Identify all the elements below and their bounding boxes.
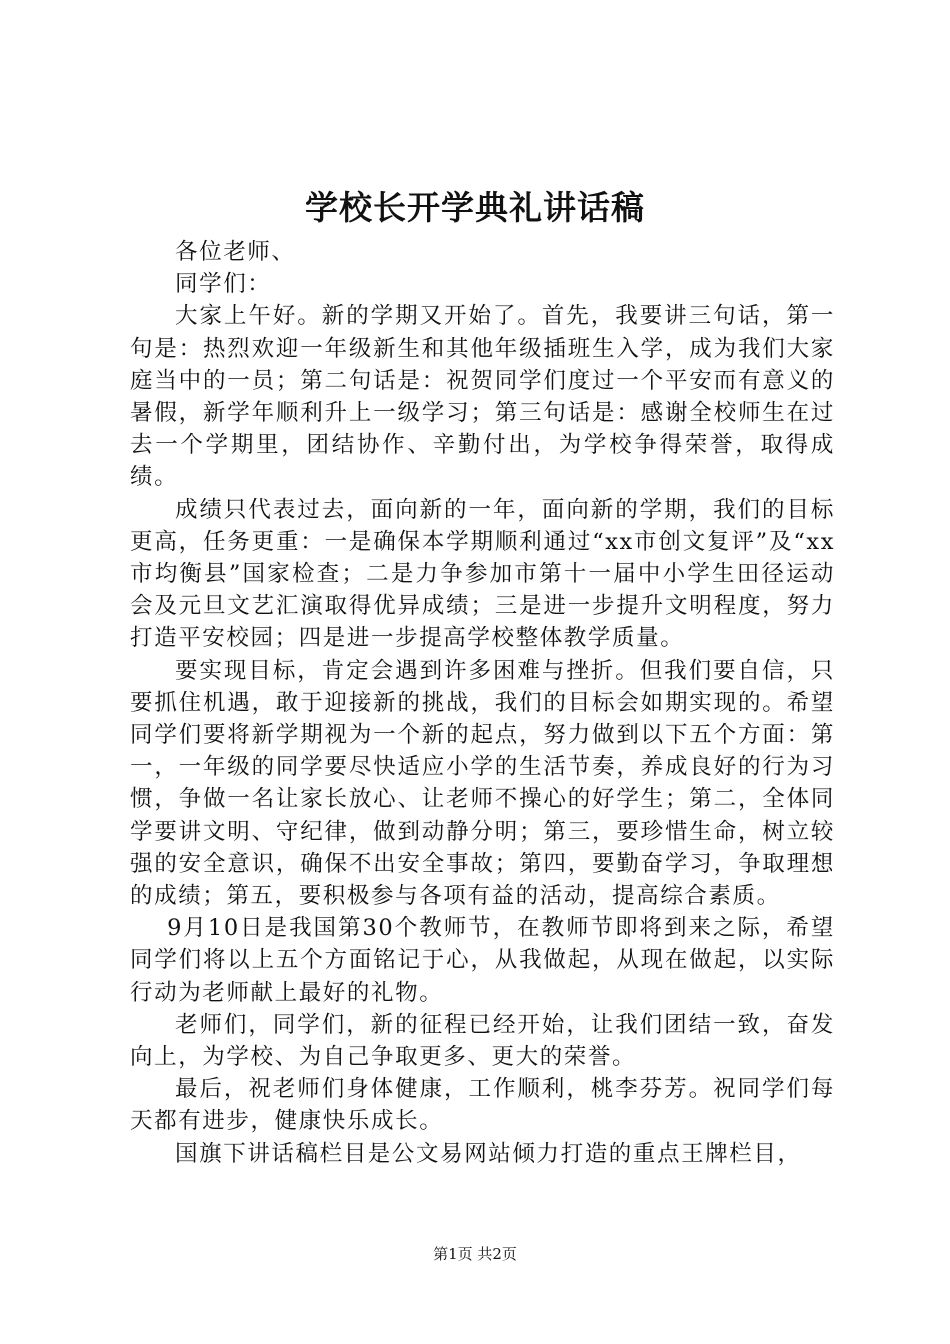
paragraph-goals: 成绩只代表过去，面向新的一年，面向新的学期，我们的目标更高，任务更重：一是确保本学期顺利通过“xx市创文复评”及“xx市均衡县”国家检查；二是力争参加市第十一届中小学生田径运动会及元旦文艺汇演取得优异成绩；三是进一步提升文明程度，努力打造平安校园；四是进一步提高学校整体教学质量。 (130, 496, 835, 652)
salutation-teachers: 各位老师、 (175, 239, 296, 265)
document-title: 学校长开学典礼讲话稿 (305, 188, 645, 227)
paragraph-new-journey: 老师们，同学们，新的征程已经开始，让我们团结一致，奋发向上，为学校、为自己争取更多、更大的荣誉。 (130, 1011, 835, 1071)
document-body (130, 236, 835, 1170)
paragraph-teachers-day: 9月10日是我国第30个教师节，在教师节即将到来之际，希望同学们将以上五个方面铭记于心，从我做起，从现在做起，以实际行动为老师献上最好的礼物。 (130, 915, 835, 1006)
paragraph-greeting: 大家上午好。新的学期又开始了。首先，我要讲三句话，第一句是：热烈欢迎一年级新生和其他年级插班生入学，成为我们大家庭当中的一员；第二句话是：祝贺同学们度过一个平安而有意义的暑假，新学年顺利升上一级学习；第三句话是：感谢全校师生在过去一个学期里，团结协作、辛勤付出，为学校争得荣誉，取得成绩。 (130, 303, 835, 491)
paragraph-expectations: 要实现目标，肯定会遇到许多困难与挫折。但我们要自信，只要抓住机遇，敢于迎接新的挑战，我们的目标会如期实现的。希望同学们要将新学期视为一个新的起点，努力做到以下五个方面：第一，一年级的同学要尽快适应小学的生活节奏，养成良好的行为习惯，争做一名让家长放心、让老师不操心的好学生；第二，全体同学要讲文明、守纪律，做到动静分明；第三，要珍惜生命，树立较强的安全意识，确保不出安全事故；第四，要勤奋学习，争取理想的成绩；第五，要积极参与各项有益的活动，提高综合素质。 (130, 657, 835, 910)
page-number-footer: 第1页 共2页 (433, 1245, 517, 1263)
salutation-students: 同学们： (175, 271, 272, 298)
paragraph-closing-wishes: 最后，祝老师们身体健康，工作顺利，桃李芬芳。祝同学们每天都有进步，健康快乐成长。 (130, 1076, 835, 1135)
paragraph-column-note: 国旗下讲话稿栏目是公文易网站倾力打造的重点王牌栏目， (175, 1140, 802, 1167)
